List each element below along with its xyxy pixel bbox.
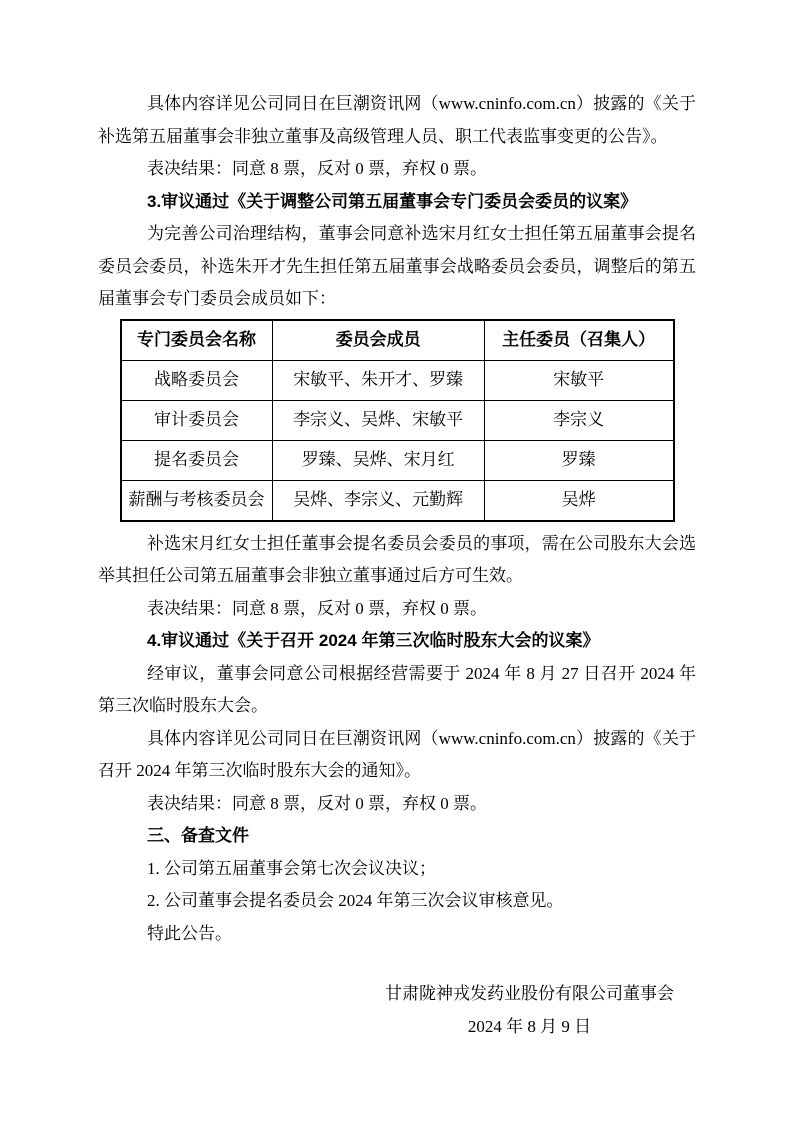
table-cell: 罗臻、吴烨、宋月红 [272, 440, 484, 480]
paragraph-item4-body: 经审议，董事会同意公司根据经营需要于 2024 年 8 月 27 日召开 2024 年第三次临时股东大会。 [98, 663, 696, 715]
table-cell: 战略委员会 [121, 360, 273, 400]
heading-item-4: 4.审议通过《关于召开 2024 年第三次临时股东大会的议案》 [147, 631, 600, 650]
table-cell: 宋敏平 [484, 360, 673, 400]
signature-company: 甘肃陇神戎发药业股份有限公司董事会 [385, 984, 674, 1003]
table-header-members: 委员会成员 [272, 320, 484, 361]
heading-section-3: 三、备查文件 [147, 826, 249, 845]
table-cell: 吴烨、李宗义、元勤辉 [272, 480, 484, 521]
table-cell: 罗臻 [484, 440, 673, 480]
table-cell: 宋敏平、朱开才、罗臻 [272, 360, 484, 400]
closing-statement: 特此公告。 [147, 923, 232, 943]
paragraph-item3-intro: 为完善公司治理结构，董事会同意补选宋月红女士担任第五届董事会提名委员会委员，补选朱开才先生担任第五届董事会战略委员会委员，调整后的第五届董事会专门委员会成员如下： [98, 224, 696, 308]
vote-result-2: 表决结果：同意 8 票，反对 0 票，弃权 0 票。 [147, 598, 487, 618]
table-cell: 李宗义 [484, 400, 673, 440]
table-header-row [121, 320, 674, 361]
paragraph-item4-disclosure: 具体内容详见公司同日在巨潮资讯网（www.cninfo.com.cn）披露的《关于召开 2024 年第三次临时股东大会的通知》。 [98, 728, 696, 780]
table-cell: 李宗义、吴烨、宋敏平 [272, 400, 484, 440]
table-row [121, 480, 674, 521]
table-header-chairman: 主任委员（召集人） [484, 320, 673, 361]
paragraph-item3-note: 补选宋月红女士担任董事会提名委员会委员的事项，需在公司股东大会选举其担任公司第五届董事会非独立董事通过后方可生效。 [98, 533, 696, 585]
signature-block [98, 978, 696, 1043]
table-cell: 薪酬与考核委员会 [121, 480, 273, 521]
table-cell: 审计委员会 [121, 400, 273, 440]
signature-date: 2024 年 8 月 9 日 [467, 1016, 592, 1036]
table-row [121, 440, 674, 480]
paragraph-disclosure-1: 具体内容详见公司同日在巨潮资讯网（www.cninfo.com.cn）披露的《关于补选第五届董事会非独立董事及高级管理人员、职工代表监事变更的公告》。 [98, 94, 696, 146]
heading-item-3: 3.审议通过《关于调整公司第五届董事会专门委员会委员的议案》 [147, 191, 638, 211]
vote-result-1: 表决结果：同意 8 票，反对 0 票，弃权 0 票。 [147, 159, 487, 178]
table-cell: 提名委员会 [121, 440, 273, 480]
table-cell: 吴烨 [484, 480, 673, 521]
vote-result-3: 表决结果：同意 8 票，反对 0 票，弃权 0 票。 [147, 793, 487, 813]
committee-table [120, 319, 675, 522]
table-row [121, 360, 674, 400]
reference-doc-2: 2. 公司董事会提名委员会 2024 年第三次会议审核意见。 [147, 891, 564, 910]
table-header-committee-name: 专门委员会名称 [121, 320, 273, 361]
reference-doc-1: 1. 公司第五届董事会第七次会议决议； [147, 858, 436, 878]
table-row [121, 400, 674, 440]
